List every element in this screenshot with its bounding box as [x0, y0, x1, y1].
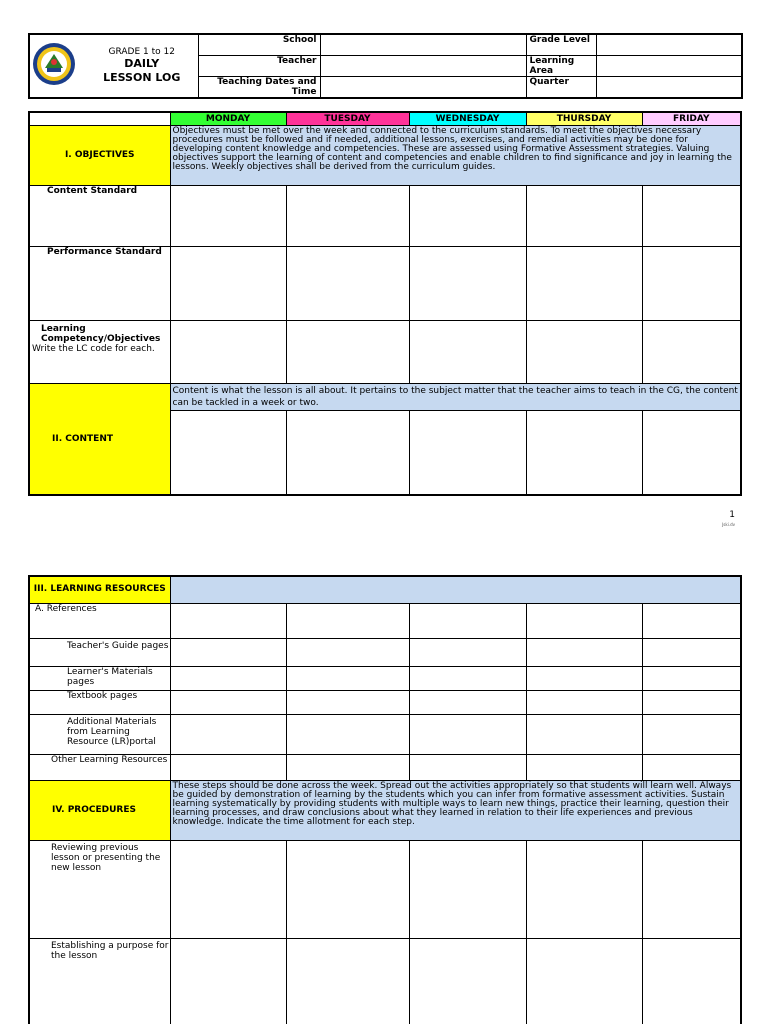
performance-standard-tuesday[interactable]: [286, 246, 409, 320]
day-monday: MONDAY: [170, 112, 286, 125]
day-thursday: THURSDAY: [526, 112, 642, 125]
day-wednesday: WEDNESDAY: [409, 112, 526, 125]
page-number: 1: [729, 510, 735, 520]
textbook-thursday[interactable]: [526, 690, 642, 714]
teaching-dates-field[interactable]: [320, 76, 526, 98]
content-standard-label: Content Standard: [29, 185, 170, 246]
textbook-pages-label: Textbook pages: [29, 690, 170, 714]
tg-monday[interactable]: [170, 638, 286, 666]
content-thursday[interactable]: [526, 410, 642, 495]
learning-competency-label: Learning Competency/Objectives: [41, 323, 161, 344]
textbook-monday[interactable]: [170, 690, 286, 714]
performance-standard-wednesday[interactable]: [409, 246, 526, 320]
reviewing-tuesday[interactable]: [286, 840, 409, 938]
textbook-friday[interactable]: [642, 690, 741, 714]
content-note: Content is what the lesson is all about. It pertains to the subject matter that the teacher aims to teach in the CG, the content can be tackled in a week or two.: [170, 383, 741, 410]
references-monday[interactable]: [170, 603, 286, 638]
additional-thursday[interactable]: [526, 714, 642, 754]
teachers-guide-label: Teacher's Guide pages: [29, 638, 170, 666]
objectives-heading: I. OBJECTIVES: [29, 125, 170, 185]
additional-materials-label: Additional Materials from Learning Resource (LR)portal: [29, 714, 170, 754]
objectives-content-table: [28, 111, 742, 496]
learning-competency-wednesday[interactable]: [409, 320, 526, 383]
learning-competency-cell: [29, 320, 170, 383]
other-wednesday[interactable]: [409, 754, 526, 780]
learning-competency-tuesday[interactable]: [286, 320, 409, 383]
references-thursday[interactable]: [526, 603, 642, 638]
grade-level-field[interactable]: [596, 34, 742, 55]
lm-wednesday[interactable]: [409, 666, 526, 690]
performance-standard-label: Performance Standard: [29, 246, 170, 320]
reviewing-lesson-label: Reviewing previous lesson or presenting the new lesson: [29, 840, 170, 938]
learning-area-field[interactable]: [596, 55, 742, 76]
school-seal-icon: [32, 42, 76, 86]
references-friday[interactable]: [642, 603, 741, 638]
learning-resources-banner: [170, 576, 741, 603]
content-tuesday[interactable]: [286, 410, 409, 495]
procedures-heading: IV. PROCEDURES: [29, 780, 170, 840]
reviewing-monday[interactable]: [170, 840, 286, 938]
title-daily: DAILY: [124, 56, 160, 70]
resources-procedures-table: [28, 575, 742, 1024]
performance-standard-friday[interactable]: [642, 246, 741, 320]
grade-level-label: Grade Level: [526, 34, 596, 55]
lm-tuesday[interactable]: [286, 666, 409, 690]
establishing-wednesday[interactable]: [409, 938, 526, 1024]
other-resources-label: Other Learning Resources: [29, 754, 170, 780]
learning-area-label: Learning Area: [526, 55, 596, 76]
learning-resources-heading: III. LEARNING RESOURCES: [29, 576, 170, 603]
content-wednesday[interactable]: [409, 410, 526, 495]
other-monday[interactable]: [170, 754, 286, 780]
day-tuesday: TUESDAY: [286, 112, 409, 125]
header-table: [28, 33, 743, 99]
references-wednesday[interactable]: [409, 603, 526, 638]
content-standard-thursday[interactable]: [526, 185, 642, 246]
teacher-field[interactable]: [320, 55, 526, 76]
content-friday[interactable]: [642, 410, 741, 495]
additional-wednesday[interactable]: [409, 714, 526, 754]
references-label: A. References: [29, 603, 170, 638]
establishing-friday[interactable]: [642, 938, 741, 1024]
corner-cell: [29, 112, 170, 125]
title-cell: [86, 34, 198, 98]
reviewing-friday[interactable]: [642, 840, 741, 938]
reviewing-thursday[interactable]: [526, 840, 642, 938]
tg-wednesday[interactable]: [409, 638, 526, 666]
references-tuesday[interactable]: [286, 603, 409, 638]
additional-friday[interactable]: [642, 714, 741, 754]
tg-tuesday[interactable]: [286, 638, 409, 666]
teacher-label: Teacher: [198, 55, 320, 76]
teaching-dates-label: Teaching Dates and Time: [198, 76, 320, 98]
textbook-wednesday[interactable]: [409, 690, 526, 714]
quarter-label: Quarter: [526, 76, 596, 98]
school-field[interactable]: [320, 34, 526, 55]
establishing-purpose-label: Establishing a purpose for the lesson: [29, 938, 170, 1024]
content-standard-wednesday[interactable]: [409, 185, 526, 246]
lc-code-note: Write the LC code for each.: [32, 343, 155, 354]
tg-friday[interactable]: [642, 638, 741, 666]
content-standard-monday[interactable]: [170, 185, 286, 246]
logo-cell: [29, 34, 86, 98]
lm-thursday[interactable]: [526, 666, 642, 690]
grade-range: GRADE 1 to 12: [108, 46, 175, 57]
school-label: School: [198, 34, 320, 55]
page-footer-code: Jski.dv: [722, 522, 735, 527]
other-thursday[interactable]: [526, 754, 642, 780]
reviewing-wednesday[interactable]: [409, 840, 526, 938]
performance-standard-thursday[interactable]: [526, 246, 642, 320]
establishing-monday[interactable]: [170, 938, 286, 1024]
learning-competency-monday[interactable]: [170, 320, 286, 383]
learners-materials-label: Learner's Materials pages: [29, 666, 170, 690]
objectives-note: Objectives must be met over the week and connected to the curriculum standards. To meet the objectives necessary procedures must be followed and if needed, additional lessons, exercises, and remedial activities may be done for developing content knowledge and competencies. These are assessed using Formative Assessment strategies. Valuing objectives support the learning of content and competencies and enable children to find significance and joy in learning the lessons. Weekly objectives shall be derived from the curriculum guides.: [170, 125, 741, 185]
learning-competency-friday[interactable]: [642, 320, 741, 383]
additional-monday[interactable]: [170, 714, 286, 754]
content-standard-friday[interactable]: [642, 185, 741, 246]
other-friday[interactable]: [642, 754, 741, 780]
content-monday[interactable]: [170, 410, 286, 495]
additional-tuesday[interactable]: [286, 714, 409, 754]
quarter-field[interactable]: [596, 76, 742, 98]
textbook-tuesday[interactable]: [286, 690, 409, 714]
title-lesson-log: LESSON LOG: [103, 70, 181, 84]
content-standard-tuesday[interactable]: [286, 185, 409, 246]
day-friday: FRIDAY: [642, 112, 741, 125]
learning-competency-thursday[interactable]: [526, 320, 642, 383]
lm-monday[interactable]: [170, 666, 286, 690]
content-heading: II. CONTENT: [29, 383, 170, 495]
other-tuesday[interactable]: [286, 754, 409, 780]
establishing-tuesday[interactable]: [286, 938, 409, 1024]
establishing-thursday[interactable]: [526, 938, 642, 1024]
lm-friday[interactable]: [642, 666, 741, 690]
tg-thursday[interactable]: [526, 638, 642, 666]
performance-standard-monday[interactable]: [170, 246, 286, 320]
procedures-note: These steps should be done across the week. Spread out the activities appropriately so that students will learn well. Always be guided by demonstration of learning by the students which you can infer from formative assessment activities. Sustain learning systematically by providing students with multiple ways to learn new things, practice their learning, question their learning processes, and draw conclusions about what they learned in relation to their life experiences and previous knowledge. Indicate the time allotment for each step.: [170, 780, 741, 840]
